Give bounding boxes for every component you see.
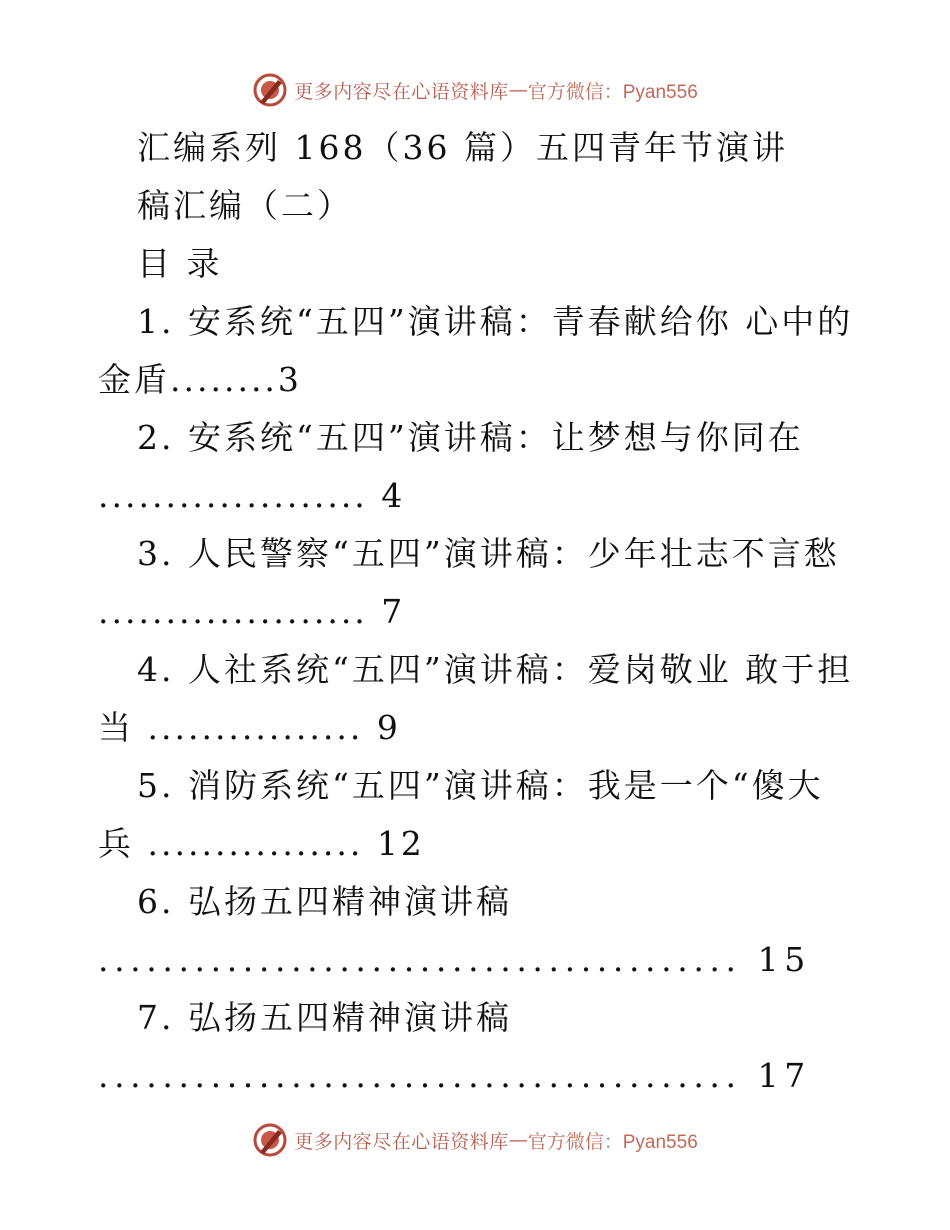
toc-entry-6-leader: ........................................ 15 [98,940,811,979]
toc-entry-2-title: 2. 安系统“五四”演讲稿：让梦想与你同在 [137,418,804,457]
banner-contact: 官方微信：Pyan556 [527,81,698,103]
doc-title-line1: 汇编系列 168（36 篇）五四青年节演讲 [137,128,788,167]
toc-entry-2-leader: .................... 4 [98,476,406,515]
banner-separator: — [508,79,528,101]
header-banner [0,70,950,110]
toc-entry-5-leader: 兵 ................ 12 [98,824,425,863]
toc-entry-4-title: 4. 人社系统“五四”演讲稿：爱岗敬业 敢于担 [137,650,854,689]
banner-text: 更多内容尽在心语资料库 [294,1130,509,1153]
toc-entry-1-leader: 金盾........3 [98,360,302,399]
banner-separator: — [508,1129,528,1151]
footer-banner [0,1120,950,1160]
pen-logo-icon [252,72,288,108]
pen-logo-icon [252,1122,288,1158]
toc-entry-6-title: 6. 弘扬五四精神演讲稿 [137,882,512,921]
toc-entry-3-leader: .................... 7 [98,592,406,631]
toc-entry-7-leader: ........................................ 17 [98,1056,811,1095]
toc-entry-3-title: 3. 人民警察“五四”演讲稿：少年壮志不言愁 [137,534,840,573]
toc-entry-5-title: 5. 消防系统“五四”演讲稿：我是一个“傻大 [137,766,824,805]
toc-entry-1-title: 1. 安系统“五四”演讲稿：青春献给你 心中的 [137,302,854,341]
doc-title-line2: 稿汇编（二） [137,186,353,225]
toc-entry-7-title: 7. 弘扬五四精神演讲稿 [137,998,512,1037]
toc-entry-4-leader: 当 ................ 9 [98,708,401,747]
banner-text: 更多内容尽在心语资料库 [294,80,509,103]
banner-contact: 官方微信：Pyan556 [527,1131,698,1153]
toc-heading: 目 录 [137,244,223,283]
